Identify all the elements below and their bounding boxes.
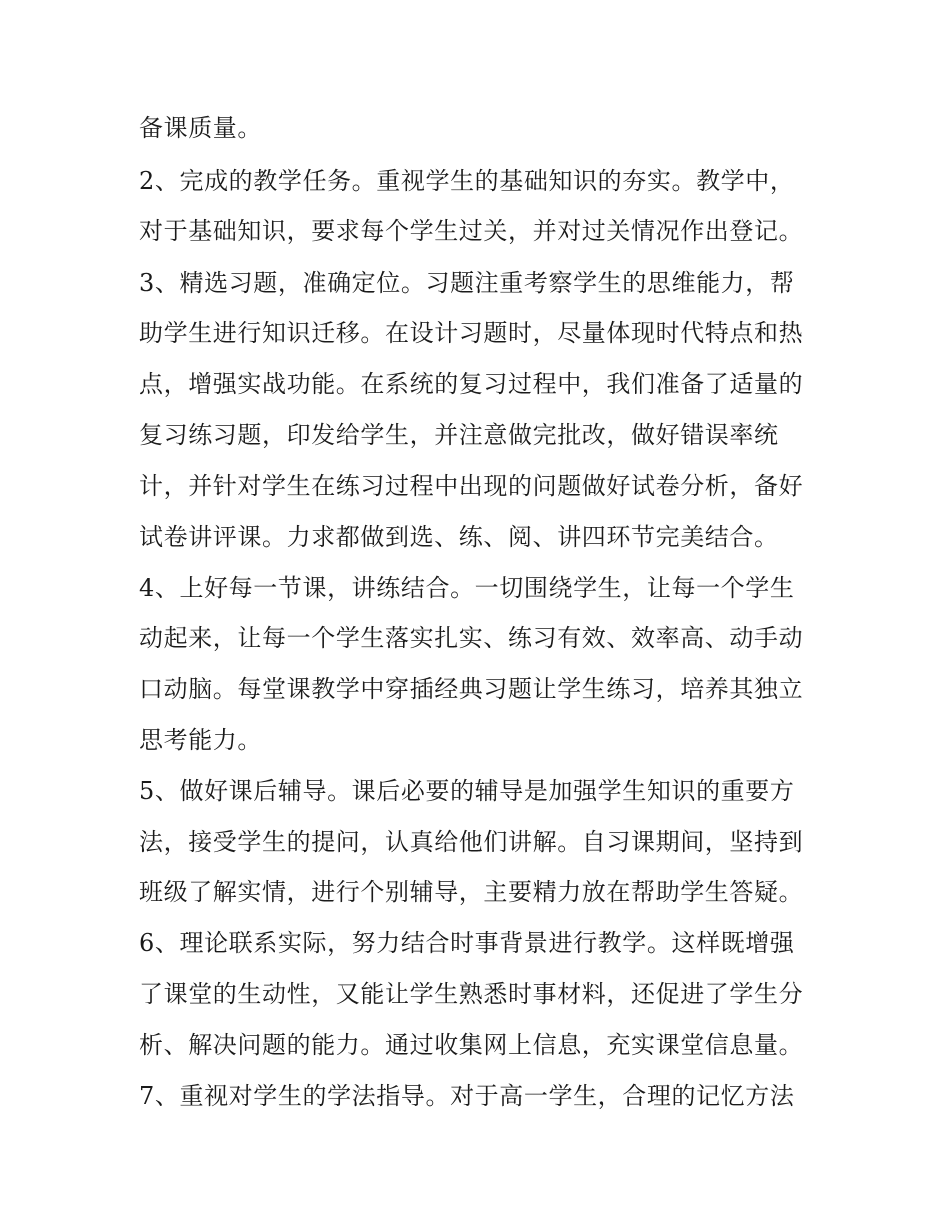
text-line: 点，增强实战功能。在系统的复习过程中，我们准备了适量的 bbox=[139, 370, 804, 398]
text-line: 法，接受学生的提问，认真给他们讲解。自习课期间，坚持到 bbox=[139, 828, 804, 856]
text-line: 助学生进行知识迁移。在设计习题时，尽量体现时代特点和热 bbox=[139, 319, 804, 347]
text-line: 6、理论联系实际，努力结合时事背景进行教学。这样既增强 bbox=[139, 929, 795, 957]
text-line: 试卷讲评课。力求都做到选、练、阅、讲四环节完美结合。 bbox=[139, 523, 779, 551]
text-line: 3、精选习题，准确定位。习题注重考察学生的思维能力，帮 bbox=[139, 269, 795, 297]
text-line: 对于基础知识，要求每个学生过关，并对过关情况作出登记。 bbox=[139, 217, 804, 245]
text-line: 动起来，让每一个学生落实扎实、练习有效、效率高、动手动 bbox=[139, 624, 804, 652]
text-line: 复习练习题，印发给学生，并注意做完批改，做好错误率统 bbox=[139, 421, 779, 449]
text-line: 7、重视对学生的学法指导。对于高一学生，合理的记忆方法 bbox=[139, 1082, 795, 1110]
text-line: 口动脑。每堂课教学中穿插经典习题让学生练习，培养其独立 bbox=[139, 675, 804, 703]
text-line: 备课质量。 bbox=[139, 114, 262, 142]
text-line: 析、解决问题的能力。通过收集网上信息，充实课堂信息量。 bbox=[139, 1031, 804, 1059]
text-line: 班级了解实情，进行个别辅导，主要精力放在帮助学生答疑。 bbox=[139, 878, 804, 906]
text-line: 计，并针对学生在练习过程中出现的问题做好试卷分析，备好 bbox=[139, 472, 804, 500]
text-line: 思考能力。 bbox=[139, 726, 262, 754]
text-line: 5、做好课后辅导。课后必要的辅导是加强学生知识的重要方 bbox=[139, 777, 795, 805]
text-line: 2、完成的教学任务。重视学生的基础知识的夯实。教学中， bbox=[139, 167, 795, 195]
text-line: 4、上好每一节课，讲练结合。一切围绕学生，让每一个学生 bbox=[139, 574, 795, 602]
text-line: 了课堂的生动性，又能让学生熟悉时事材料，还促进了学生分 bbox=[139, 980, 804, 1008]
